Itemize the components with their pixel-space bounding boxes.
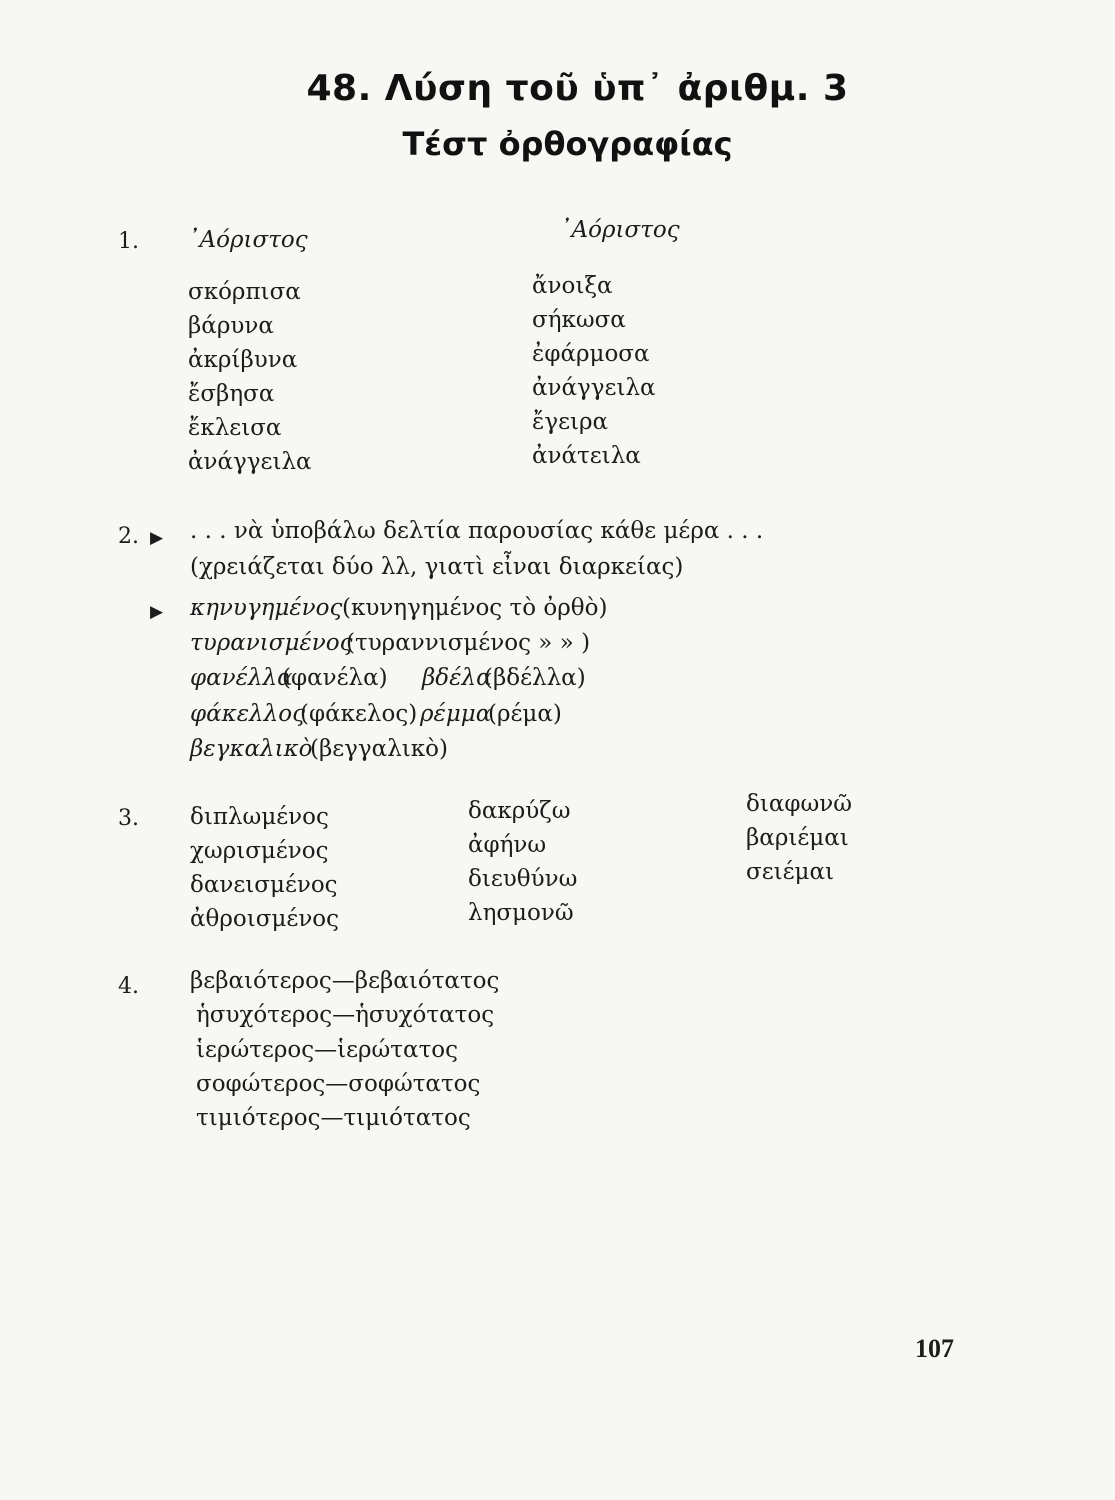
section-3-col3-item: βαριέμαι: [746, 825, 849, 851]
corrected-word: (τυραννισμένος » » ): [346, 630, 591, 656]
misspelled-word: κηνυγημένος: [190, 595, 343, 621]
section-3-col2-item: διευθύνω: [468, 866, 578, 892]
section-1-col1-item: βάρυνα: [188, 313, 274, 339]
section-1-col2-item: ἀνάγγειλα: [532, 375, 656, 401]
arrow-right-icon: ▶: [150, 528, 164, 548]
section-1-col2-item: ἄνοιξα: [532, 273, 613, 299]
section-2-line: (χρειάζεται δύο λλ, γιατὶ εἶναι διαρκείας): [190, 554, 684, 580]
section-3-col1-item: δανεισμένος: [190, 872, 338, 898]
corrected-word: (βεγγαλικὸ): [310, 736, 448, 762]
comparison-line: σοφώτερος—σοφώτατος: [196, 1071, 481, 1097]
corrected-word: (ρέμα): [488, 701, 562, 727]
section-1-col1-item: ἔκλεισα: [188, 415, 282, 441]
section-2-line: . . . νὰ ὑποβάλω δελτία παρουσίας κάθε μέρα . . .: [190, 518, 764, 544]
page-subtitle: Τέστ ὀρθογραφίας: [402, 125, 733, 163]
section-3-col2-item: λησμονῶ: [468, 900, 574, 926]
arrow-right-icon: ▶: [150, 602, 164, 622]
page-title: 48. Λύση τοῦ ὑπ᾽ ἀριθμ. 3: [306, 68, 849, 109]
section-3-col2-item: δακρύζω: [468, 798, 571, 824]
section-3-col1-item: χωρισμένος: [190, 838, 329, 864]
misspelled-word: βεγκαλικὸ: [190, 736, 313, 762]
section-1-col1-item: ἔσβησα: [188, 381, 275, 407]
section-3-number: 3.: [118, 806, 139, 831]
section-1-col1-item: ἀκρίβυνα: [188, 347, 298, 373]
corrected-word: (φάκελος): [300, 701, 418, 727]
section-3-col2-item: ἀφήνω: [468, 832, 547, 858]
section-1-col1-header: ᾽Αόριστος: [188, 227, 308, 253]
section-2-number: 2.: [118, 524, 139, 549]
section-1-col2-item: ἐφάρμοσα: [532, 341, 650, 367]
misspelled-word: βδέλα: [422, 665, 492, 691]
comparison-line: τιμιότερος—τιμιότατος: [196, 1105, 471, 1131]
page-number: 107: [915, 1334, 954, 1363]
comparison-line: ἡσυχότερος—ἡσυχότατος: [196, 1002, 495, 1028]
section-4-number: 4.: [118, 974, 139, 999]
comparison-line: ἱερώτερος—ἱερώτατος: [196, 1037, 459, 1063]
section-1-col1-item: ἀνάγγειλα: [188, 449, 312, 475]
section-1-col1-item: σκόρπισα: [188, 279, 301, 305]
section-1-number: 1.: [118, 229, 139, 254]
section-3-col3-item: σειέμαι: [746, 859, 835, 885]
corrected-word: (βδέλλα): [484, 665, 586, 691]
misspelled-word: φάκελλος: [190, 701, 305, 727]
section-1-col2-item: ἔγειρα: [532, 409, 609, 435]
section-1-col2-item: ἀνάτειλα: [532, 443, 641, 469]
section-1-col2-item: σήκωσα: [532, 307, 626, 333]
misspelled-word: τυρανισμένος: [190, 630, 353, 656]
misspelled-word: ρέμμα: [420, 701, 492, 727]
misspelled-word: φανέλλα: [190, 665, 293, 691]
section-3-col1-item: διπλωμένος: [190, 804, 329, 830]
section-3-col1-item: ἀθροισμένος: [190, 906, 340, 932]
corrected-word: (φανέλα): [282, 665, 388, 691]
corrected-word: (κυνηγημένος τὸ ὀρθὸ): [342, 595, 608, 621]
comparison-line: βεβαιότερος—βεβαιότατος: [190, 968, 500, 994]
section-3-col3-item: διαφωνῶ: [746, 791, 852, 817]
section-1-col2-header: ᾽Αόριστος: [560, 217, 680, 243]
